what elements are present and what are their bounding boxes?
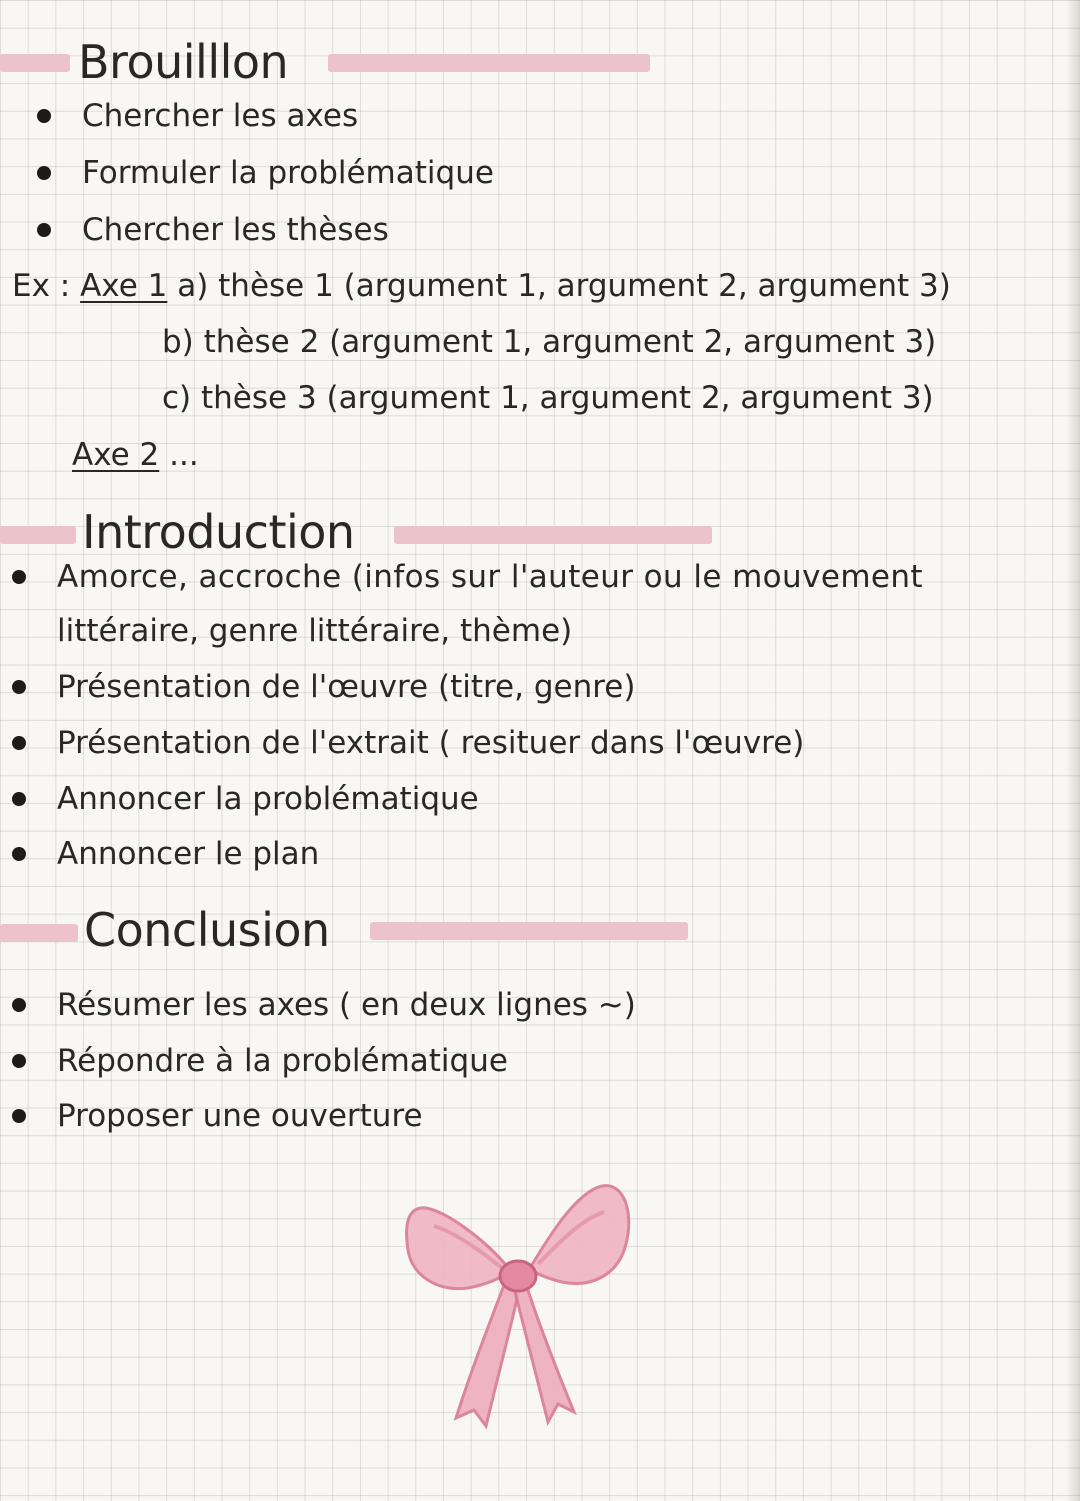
brouillon-heading bbox=[0, 32, 1080, 92]
list-item bbox=[0, 148, 700, 198]
bullet-icon bbox=[12, 680, 26, 694]
conclusion-title: Conclusion bbox=[84, 903, 330, 957]
bullet-icon bbox=[12, 1054, 26, 1068]
heading-highlight-left bbox=[0, 54, 70, 72]
bullet-icon bbox=[12, 847, 26, 861]
example-prefix: Ex : bbox=[12, 268, 71, 304]
bullet-icon bbox=[12, 998, 26, 1012]
bullet-icon bbox=[37, 223, 51, 237]
list-item-text: Présentation de l'œuvre (titre, genre) bbox=[57, 669, 636, 705]
list-item bbox=[0, 718, 1060, 768]
bullet-icon bbox=[12, 792, 26, 806]
list-item bbox=[0, 91, 700, 141]
these-c-line: c) thèse 3 (argument 1, argument 2, argument 3) bbox=[162, 380, 934, 416]
list-item bbox=[0, 980, 1060, 1030]
bullet-icon bbox=[12, 570, 26, 584]
these-b-line: b) thèse 2 (argument 1, argument 2, argument 3) bbox=[162, 324, 937, 360]
brouillon-title: Brouilllon bbox=[78, 35, 289, 89]
axe2-label: Axe 2 bbox=[72, 437, 160, 473]
list-item bbox=[0, 1036, 1060, 1086]
introduction-title: Introduction bbox=[82, 505, 355, 559]
example-axe2-line bbox=[72, 430, 199, 480]
heading-highlight-right bbox=[328, 54, 650, 72]
list-item bbox=[0, 829, 1060, 879]
list-item-text: Formuler la problématique bbox=[82, 155, 494, 191]
list-item-continuation: littéraire, genre littéraire, thème) bbox=[57, 613, 573, 649]
these-a-line: a) thèse 1 (argument 1, argument 2, argument 3) bbox=[177, 268, 951, 304]
bullet-icon bbox=[12, 1109, 26, 1123]
heading-highlight-right bbox=[370, 922, 688, 940]
heading-highlight-right bbox=[394, 526, 712, 544]
pink-watercolor-bow-icon bbox=[398, 1172, 638, 1432]
axe2-ellipsis: ... bbox=[169, 437, 199, 473]
heading-highlight-left bbox=[0, 924, 78, 942]
heading-highlight-left bbox=[0, 526, 76, 544]
list-item bbox=[0, 552, 1060, 602]
list-item bbox=[0, 1091, 1060, 1141]
list-item bbox=[0, 205, 700, 255]
list-item-text: Amorce, accroche (infos sur l'auteur ou le mouvement bbox=[57, 559, 923, 595]
list-item-text: Résumer les axes ( en deux lignes ~) bbox=[57, 987, 636, 1023]
conclusion-heading bbox=[0, 900, 1080, 960]
bullet-icon bbox=[37, 166, 51, 180]
list-item-text: Proposer une ouverture bbox=[57, 1098, 423, 1134]
list-item-text: Chercher les axes bbox=[82, 98, 359, 134]
list-item-text: Présentation de l'extrait ( resituer dans l'œuvre) bbox=[57, 725, 805, 761]
list-item-text: Annoncer le plan bbox=[57, 836, 320, 872]
bullet-icon bbox=[12, 736, 26, 750]
bullet-icon bbox=[37, 109, 51, 123]
axe1-label: Axe 1 bbox=[80, 268, 168, 304]
list-item bbox=[0, 774, 1060, 824]
list-item bbox=[0, 662, 1060, 712]
list-item-text: Chercher les thèses bbox=[82, 212, 389, 248]
page-edge-shadow bbox=[1066, 0, 1080, 1501]
example-axe1-line bbox=[12, 261, 951, 311]
list-item-text: Répondre à la problématique bbox=[57, 1043, 508, 1079]
list-item-text: Annoncer la problématique bbox=[57, 781, 479, 817]
